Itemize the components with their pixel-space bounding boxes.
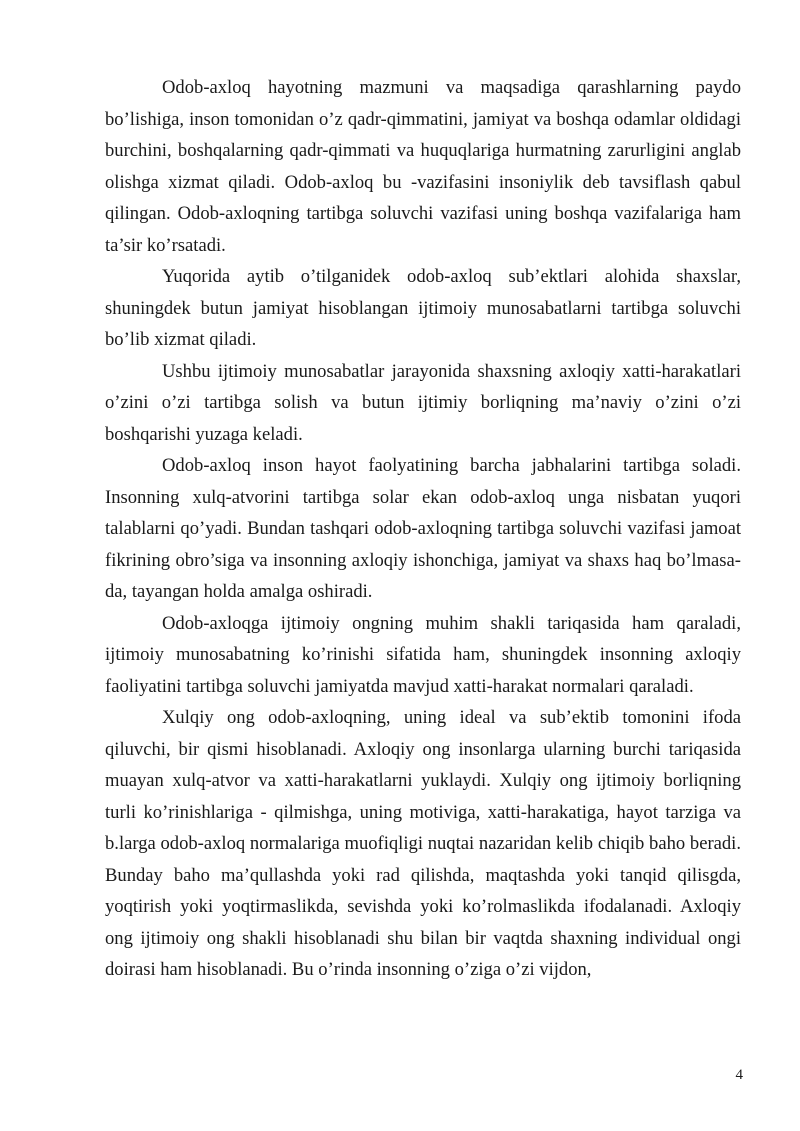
paragraph-6: Xulqiy ong odob-axloqning, uning ideal va sub’ektib tomonini ifoda qiluvchi, bir qismi hisoblanadi. Axloqiy ong insonlarga ularning burchi tariqasida muayan xulq-atvor va xatti-harakatlarni yuklaydi. Xulqiy ong ijtimoiy borliqning turli ko’rinishlariga - qilmishga, uning motiviga, xatti-harakatiga, hayot tarziga va b.larga odob-axloq normalariga muofiqligi nuqtai nazaridan kelib chiqib baho beradi. Bunday baho ma’qullashda yoki rad qilishda, maqtashda yoki tanqid qilisgda, yoqtirish yoki yoqtirmaslikda, sevishda yoki ko’rolmaslikda ifodalanadi. Axloqiy ong ijtimoiy ong shakli hisoblanadi shu bilan bir vaqtda shaxning individual ongi doirasi ham hisoblanadi. Bu o’rinda insonning o’ziga o’zi vijdon, [105, 707, 741, 980]
paragraph-5: Odob-axloqga ijtimoiy ongning muhim shakli tariqasida ham qaraladi, ijtimoiy munosabatning ko’rinishi sifatida ham, shuningdek insonning axloqiy faoliyatini tartibga soluvchi jamiyatda mavjud xatti-harakat normalari qaraladi. [105, 612, 741, 697]
page-number: 4 [735, 1067, 743, 1083]
paragraph-3: Ushbu ijtimoiy munosabatlar jarayonida shaxsning axloqiy xatti-harakatlari o’zini o’zi tartibga solish va butun ijtimiy borliqning ma’naviy o’zini o’zi boshqarishi yuzaga keladi. [105, 360, 741, 445]
paragraph-4: Odob-axloq inson hayot faolyatining barcha jabhalarini tartibga soladi. Insonning xulq-atvorini tartibga solar ekan odob-axloq unga nisbatan yuqori talablarni qo’yadi. Bundan tashqari odob-axloqning tartibga soluvchi vazifasi jamoat fikrining obro’siga va insonning axloqiy ishonchiga, jamiyat va shaxs haq bo’lmasa-da, tayangan holda amalga oshiradi. [105, 455, 741, 602]
paragraph-2: Yuqorida aytib o’tilganidek odob-axloq sub’ektlari alohida shaxslar, shuningdek butun jamiyat hisoblangan ijtimoiy munosabatlarni tartibga soluvchi bo’lib xizmat qiladi. [105, 266, 741, 350]
document-body [105, 72, 741, 986]
paragraph-1: Odob-axloq hayotning mazmuni va maqsadiga qarashlarning paydo bo’lishiga, inson tomonidan o’z qadr-qimmatini, jamiyat va boshqa odamlar oldidagi burchini, boshqalarning qadr-qimmati va huquqlariga hurmatning zarurligini anglab olishga xizmat qiladi. Odob-axloq bu -vazifasini insoniylik deb tavsiflash qabul qilingan. Odob-axloqning tartibga soluvchi vazifasi uning boshqa vazifalariga ham ta’sir ko’rsatadi. [105, 77, 741, 256]
